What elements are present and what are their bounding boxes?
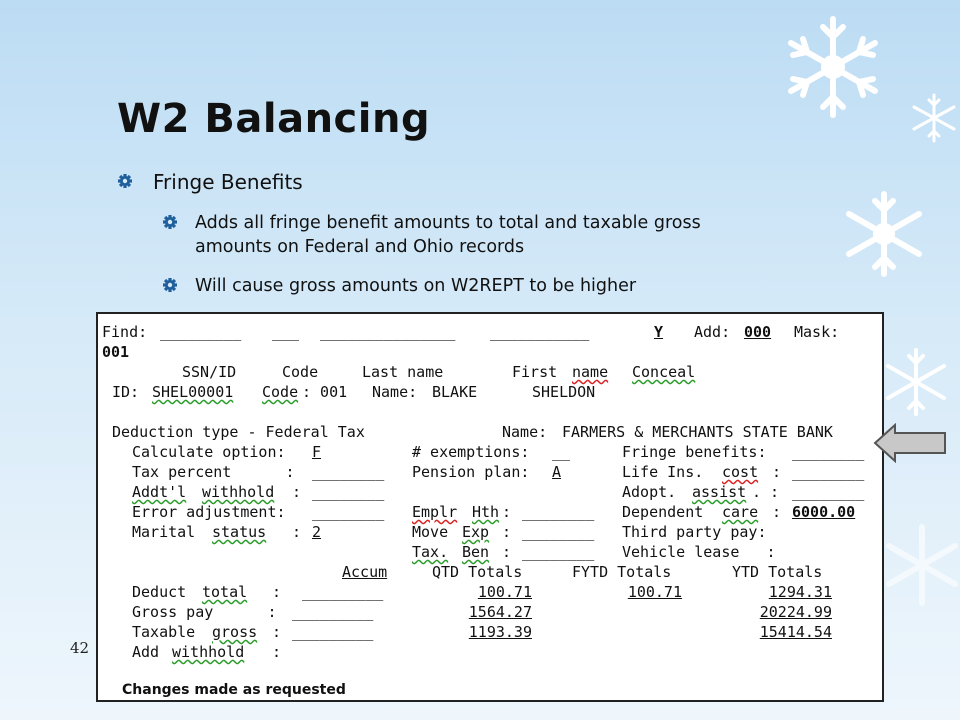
- deduction-type: Deduction type - Federal Tax: [112, 423, 365, 441]
- hdr-name: name: [572, 363, 609, 381]
- taxpct-field[interactable]: ________: [312, 463, 385, 481]
- deduct-qtd: 100.71: [477, 583, 532, 601]
- left-arrow-icon: [873, 423, 947, 463]
- col-ytd: YTD Totals: [732, 563, 823, 581]
- dep-label-a: Dependent: [622, 503, 704, 521]
- col-accum: Accum: [342, 563, 388, 581]
- dep-label-c: :: [772, 503, 782, 521]
- code-value[interactable]: : 001: [302, 383, 348, 401]
- row-taxable-a: Taxable: [132, 623, 196, 641]
- sub-bullet-text-line1: Adds all fringe benefit amounts to total and taxable gross: [195, 213, 701, 233]
- col-qtd: QTD Totals: [432, 563, 523, 581]
- exemptions-label: # exemptions:: [412, 443, 530, 461]
- deduct-ytd: 1294.31: [768, 583, 832, 601]
- find-field-2[interactable]: ___: [272, 323, 300, 341]
- taxben-field[interactable]: ________: [522, 543, 595, 561]
- move-label-c: :: [502, 523, 512, 541]
- snowflake-icon: [908, 92, 960, 144]
- marital-value[interactable]: 2: [312, 523, 322, 541]
- terminal-screen: [96, 312, 884, 702]
- id-label: ID:: [112, 383, 140, 401]
- taxpct-label: Tax percent :: [132, 463, 295, 481]
- find-field-4[interactable]: ___________: [490, 323, 590, 341]
- exemptions-field[interactable]: __: [552, 443, 571, 461]
- mask-label: Mask:: [794, 323, 840, 341]
- emplr-label-b: Hth: [472, 503, 500, 521]
- sub-bullet-text: Will cause gross amounts on W2REPT to be higher: [195, 276, 637, 296]
- vehicle-lease-label: Vehicle lease :: [622, 543, 776, 561]
- row-deduct-a: Deduct: [132, 583, 187, 601]
- row-addw-a: Add: [132, 643, 160, 661]
- find-field-1[interactable]: _________: [160, 323, 242, 341]
- hdr-first: First: [512, 363, 558, 381]
- taxben-label-a: Tax.: [412, 543, 449, 561]
- gear-bullet-icon: [118, 174, 132, 188]
- move-label-a: Move: [412, 523, 449, 541]
- row-addw-c: :: [272, 643, 282, 661]
- find-flag[interactable]: Y: [654, 323, 664, 341]
- snowflake-icon: [838, 188, 930, 280]
- add-value[interactable]: 000: [744, 323, 772, 341]
- adopt-label-c: . :: [752, 483, 780, 501]
- first-name[interactable]: SHELDON: [532, 383, 596, 401]
- fringe-field[interactable]: ________: [792, 443, 865, 461]
- taxben-label-c: :: [502, 543, 512, 561]
- lifeins-label-a: Life Ins.: [622, 463, 704, 481]
- fringe-label: Fringe benefits:: [622, 443, 767, 461]
- page-number: 42: [70, 639, 90, 657]
- deduct-fytd: 100.71: [627, 583, 682, 601]
- gross-ytd: 20224.99: [759, 603, 832, 621]
- bullet-fringe-benefits: [118, 170, 303, 194]
- addtl-label-c: :: [292, 483, 302, 501]
- row-deduct-b: total: [202, 583, 248, 601]
- sub-bullet-gross: [163, 274, 636, 298]
- hdr-ssn: SSN/ID: [182, 363, 237, 381]
- bullet-text: Fringe Benefits: [153, 170, 303, 194]
- employer-name-label: Name:: [502, 423, 548, 441]
- adopt-field[interactable]: ________: [792, 483, 865, 501]
- snowflake-icon: [880, 346, 952, 418]
- lifeins-label-b: cost: [722, 463, 759, 481]
- addtl-field[interactable]: ________: [312, 483, 385, 501]
- addtl-label-b: withhold: [202, 483, 275, 501]
- row-taxable-b: gross: [212, 623, 258, 641]
- dependent-care-value[interactable]: 6000.00: [792, 503, 856, 521]
- snowflake-icon: [778, 12, 888, 122]
- gross-qtd: 1564.27: [468, 603, 532, 621]
- find-field-3[interactable]: _______________: [320, 323, 456, 341]
- employer-name: FARMERS & MERCHANTS STATE BANK: [562, 423, 833, 441]
- taxable-accum-field[interactable]: _________: [292, 623, 374, 641]
- mask-value[interactable]: 001: [102, 343, 130, 361]
- third-party-label: Third party pay:: [622, 523, 767, 541]
- row-gross: Gross pay :: [132, 603, 277, 621]
- hdr-conceal: Conceal: [632, 363, 696, 381]
- marital-label-c: :: [292, 523, 302, 541]
- hdr-code: Code: [282, 363, 319, 381]
- find-label: Find:: [102, 323, 148, 341]
- name-label: Name:: [372, 383, 418, 401]
- row-addw-b: withhold: [172, 643, 245, 661]
- taxable-ytd: 15414.54: [759, 623, 832, 641]
- dep-label-b: care: [722, 503, 759, 521]
- row-taxable-c: :: [272, 623, 282, 641]
- gear-bullet-icon: [163, 215, 177, 229]
- gear-bullet-icon: [163, 278, 177, 292]
- snowflake-icon: [884, 520, 960, 610]
- adopt-label-b: assist: [692, 483, 747, 501]
- add-label: Add:: [694, 323, 731, 341]
- col-fytd: FYTD Totals: [572, 563, 672, 581]
- pension-value[interactable]: A: [552, 463, 562, 481]
- marital-label-b: status: [212, 523, 267, 541]
- hdr-last: Last name: [362, 363, 444, 381]
- error-field[interactable]: ________: [312, 503, 385, 521]
- addtl-label-a: Addt'l: [132, 483, 187, 501]
- calc-value[interactable]: F: [312, 443, 322, 461]
- gross-accum-field[interactable]: _________: [292, 603, 374, 621]
- sub-bullet-text-line2: amounts on Federal and Ohio records: [195, 237, 525, 257]
- move-field[interactable]: ________: [522, 523, 595, 541]
- slide-title: W2 Balancing: [117, 96, 431, 142]
- deduct-accum-field[interactable]: _________: [302, 583, 384, 601]
- code-label: Code: [262, 383, 299, 401]
- calc-label: Calculate option:: [132, 443, 286, 461]
- marital-label-a: Marital: [132, 523, 196, 541]
- taxable-qtd: 1193.39: [468, 623, 532, 641]
- emplr-label-a: Emplr: [412, 503, 458, 521]
- taxben-label-b: Ben: [462, 543, 490, 561]
- emplr-label-c: :: [502, 503, 512, 521]
- status-message: Changes made as requested: [122, 682, 346, 698]
- id-value[interactable]: SHEL00001: [152, 383, 234, 401]
- row-deduct-c: :: [272, 583, 282, 601]
- last-name[interactable]: BLAKE: [432, 383, 478, 401]
- error-label: Error adjustment:: [132, 503, 286, 521]
- adopt-label-a: Adopt.: [622, 483, 677, 501]
- pension-label: Pension plan:: [412, 463, 530, 481]
- move-label-b: Exp: [462, 523, 490, 541]
- lifeins-field[interactable]: ________: [792, 463, 865, 481]
- sub-bullet-adds: [163, 211, 701, 259]
- lifeins-label-c: :: [772, 463, 782, 481]
- emplr-field[interactable]: ________: [522, 503, 595, 521]
